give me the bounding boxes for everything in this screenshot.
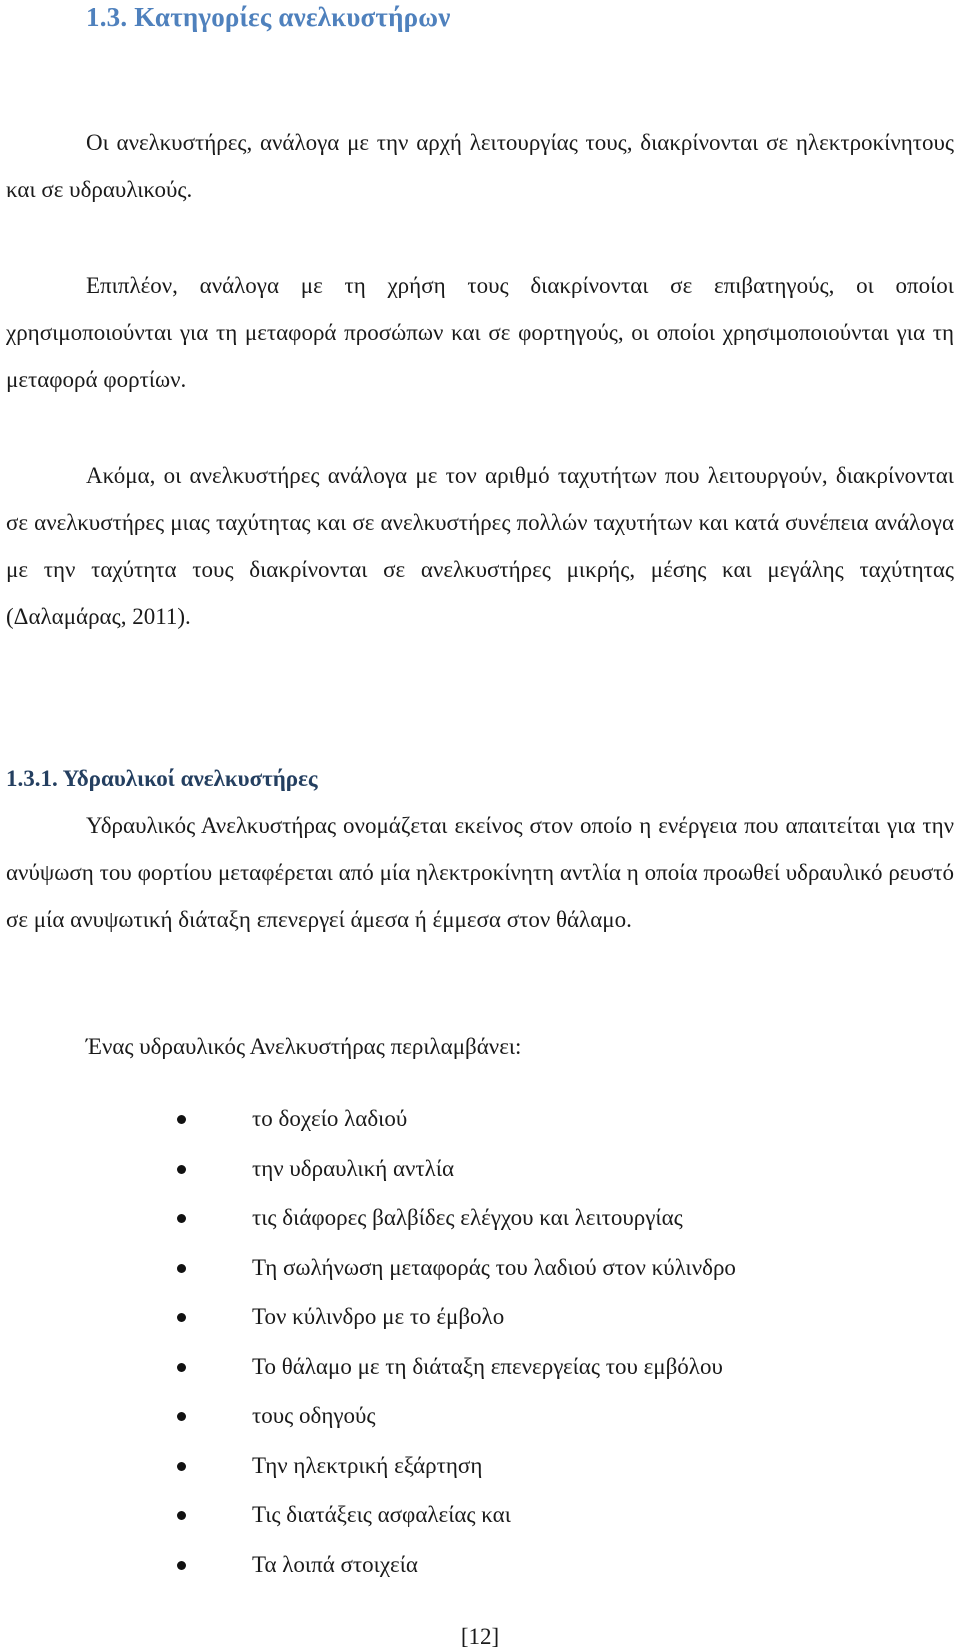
bullet-icon <box>177 1363 186 1372</box>
list-item <box>0 1441 960 1491</box>
subsection-heading: 1.3.1. Υδραυλικοί ανελκυστήρες <box>6 766 318 791</box>
list-item <box>0 1391 960 1441</box>
list-item <box>0 1292 960 1342</box>
bullet-icon <box>177 1561 186 1570</box>
list-item-text: την υδραυλική αντλία <box>252 1155 455 1181</box>
list-intro: Ένας υδραυλικός Ανελκυστήρας περιλαμβάνει: <box>86 1034 522 1059</box>
list-item-text: Το θάλαμο με τη διάταξη επενεργείας του εμβόλου <box>252 1353 723 1379</box>
list-item-text: τις διάφορες βαλβίδες ελέγχου και λειτουργίας <box>252 1205 683 1230</box>
bullet-icon <box>177 1412 186 1421</box>
bullet-icon <box>177 1313 186 1322</box>
bullet-icon <box>177 1214 186 1223</box>
bullet-icon <box>177 1462 186 1471</box>
list-item-text: τους οδηγούς <box>252 1403 376 1428</box>
list-item <box>0 1490 960 1540</box>
list-item <box>0 1243 960 1293</box>
list-item-text: Τις διατάξεις ασφαλείας και <box>252 1502 511 1527</box>
bullet-icon <box>177 1264 186 1273</box>
list-item <box>0 1094 960 1144</box>
components-list <box>0 1094 960 1589</box>
paragraph-principle: Οι ανελκυστήρες, ανάλογα με την αρχή λειτουργίας τους, διακρίνονται σε ηλεκτροκίνητους και σε υδραυλικούς. <box>6 130 954 202</box>
paragraph-hydraulic-definition: Υδραυλικός Ανελκυστήρας ονομάζεται εκείνος στον οποίο η ενέργεια που απαιτείται για την ανύψωση του φορτίου μεταφέρεται από μία ηλεκτροκίνητη αντλία η οποία προωθεί υδραυλικό ρευστό σε μία ανυψωτική διάταξη επενεργεί άμεσα ή έμμεσα στον θάλαμο. <box>6 813 954 932</box>
bullet-icon <box>177 1511 186 1520</box>
list-item-text: Τον κύλινδρο με το έμβολο <box>252 1304 505 1329</box>
section-heading: 1.3. Κατηγορίες ανελκυστήρων <box>86 2 451 32</box>
paragraph-usage: Επιπλέον, ανάλογα με τη χρήση τους διακρίνονται σε επιβατηγούς, οι οποίοι χρησιμοποιούνται για τη μεταφορά προσώπων και σε φορτηγούς, οι οποίοι χρησιμοποιούνται για τη μεταφορά φορτίων. <box>6 273 954 392</box>
bullet-icon <box>177 1115 186 1124</box>
bullet-icon <box>177 1165 186 1174</box>
paragraph-speeds: Ακόμα, οι ανελκυστήρες ανάλογα με τον αριθμό ταχυτήτων που λειτουργούν, διακρίνονται σε ανελκυστήρες μιας ταχύτητας και σε ανελκυστήρες πολλών ταχυτήτων και κατά συνέπεια ανάλογα με την ταχύτητα τους διακρίνονται σε ανελκυστήρες μικρής, μέσης και μεγάλης ταχύτητας (Δαλαμάρας, 2011). <box>6 463 954 629</box>
list-item-text: Τα λοιπά στοιχεία <box>252 1551 418 1577</box>
list-item-text: το δοχείο λαδιού <box>252 1106 408 1131</box>
page-number: [12] <box>460 1624 500 1649</box>
list-item-text: Τη σωλήνωση μεταφοράς του λαδιού στον κύλινδρο <box>252 1254 736 1280</box>
list-item <box>0 1193 960 1243</box>
list-item <box>0 1342 960 1392</box>
list-item <box>0 1540 960 1590</box>
list-item-text: Την ηλεκτρική εξάρτηση <box>252 1452 483 1478</box>
list-item <box>0 1144 960 1194</box>
